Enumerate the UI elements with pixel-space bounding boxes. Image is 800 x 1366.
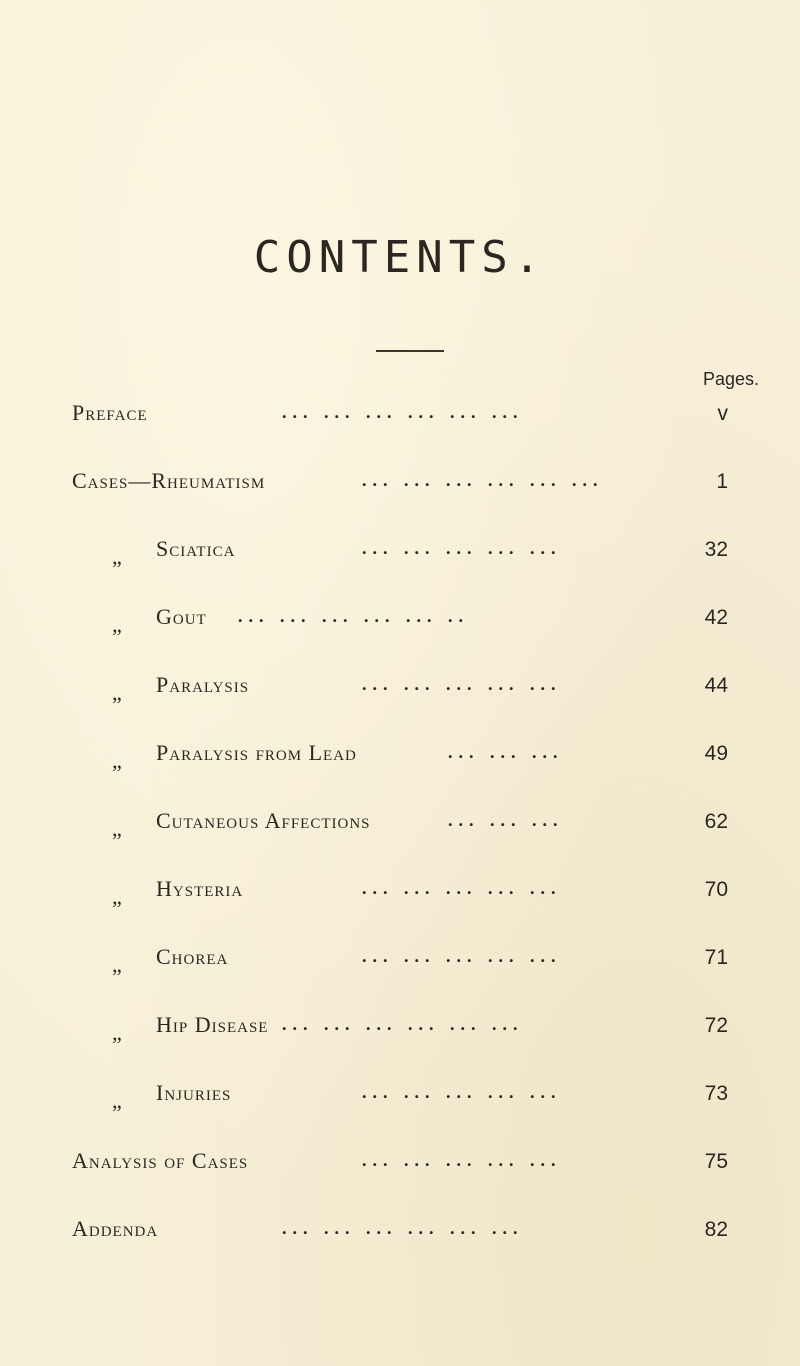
toc-entry-label: Paralysis from Lead [156, 740, 357, 765]
toc-page-number: 49 [704, 742, 728, 765]
toc-page-number: 62 [704, 810, 728, 833]
toc-entry-label: Injuries [156, 1080, 232, 1105]
toc-row [0, 1216, 800, 1256]
ditto-mark: „ [112, 884, 122, 909]
toc-entry-label: Addenda [72, 1216, 159, 1241]
dot-leaders: ... ... ... ... ... [362, 946, 562, 966]
toc-row [0, 1148, 800, 1188]
dot-leaders: ... ... ... ... ... [362, 538, 562, 558]
toc-row [0, 740, 800, 780]
toc-page-number: 72 [704, 1014, 728, 1037]
dot-leaders: ... ... ... ... ... .. [238, 606, 469, 626]
toc-row [0, 1080, 800, 1120]
dot-leaders: ... ... ... [448, 810, 564, 830]
toc-row [0, 876, 800, 916]
toc-row [0, 672, 800, 712]
ditto-mark: „ [112, 1088, 122, 1113]
toc-page-number: 42 [704, 606, 728, 629]
toc-row [0, 1012, 800, 1052]
toc-row [0, 400, 800, 440]
dot-leaders: ... ... ... ... ... ... [282, 402, 524, 422]
toc-entry-label: Analysis of Cases [72, 1148, 249, 1173]
dot-leaders: ... ... ... [448, 742, 564, 762]
page-title: CONTENTS. [253, 232, 547, 283]
toc-entry-label: Sciatica [156, 536, 236, 561]
ditto-mark: „ [112, 612, 122, 637]
toc-page-number: 70 [704, 878, 728, 901]
toc-page-number: 32 [704, 538, 728, 561]
ditto-mark: „ [112, 680, 122, 705]
toc-row [0, 468, 800, 508]
dot-leaders: ... ... ... ... ... ... [282, 1218, 524, 1238]
toc-row [0, 536, 800, 576]
toc-entry-label: Paralysis [156, 672, 250, 697]
dot-leaders: ... ... ... ... ... [362, 1150, 562, 1170]
toc-page-number: 75 [704, 1150, 728, 1173]
pages-column-header: Pages. [702, 369, 759, 389]
toc-entry-label: Gout [156, 604, 207, 629]
toc-entry-label: Hip Disease [156, 1012, 269, 1037]
dot-leaders: ... ... ... ... ... ... [362, 470, 604, 490]
toc-row [0, 604, 800, 644]
dot-leaders: ... ... ... ... ... [362, 878, 562, 898]
toc-page-number: 82 [704, 1218, 728, 1241]
toc-row [0, 808, 800, 848]
dot-leaders: ... ... ... ... ... [362, 1082, 562, 1102]
toc-page-number: 44 [704, 674, 728, 697]
ditto-mark: „ [112, 952, 122, 977]
toc-entry-label: Preface [72, 400, 148, 425]
title-rule [376, 350, 444, 352]
toc-page-number: 73 [704, 1082, 728, 1105]
toc-entry-label: Chorea [156, 944, 229, 969]
toc-entry-label: Hysteria [156, 876, 244, 901]
toc-page-number: 1 [716, 470, 728, 493]
ditto-mark: „ [112, 816, 122, 841]
toc-page-number: v [717, 402, 728, 425]
ditto-mark: „ [112, 1020, 122, 1045]
ditto-mark: „ [112, 748, 122, 773]
ditto-mark: „ [112, 544, 122, 569]
toc-row [0, 944, 800, 984]
toc-entry-label: Cases—Rheumatism [72, 468, 266, 493]
dot-leaders: ... ... ... ... ... ... [282, 1014, 524, 1034]
toc-entry-label: Cutaneous Affections [156, 808, 371, 833]
toc-page-number: 71 [704, 946, 728, 969]
dot-leaders: ... ... ... ... ... [362, 674, 562, 694]
